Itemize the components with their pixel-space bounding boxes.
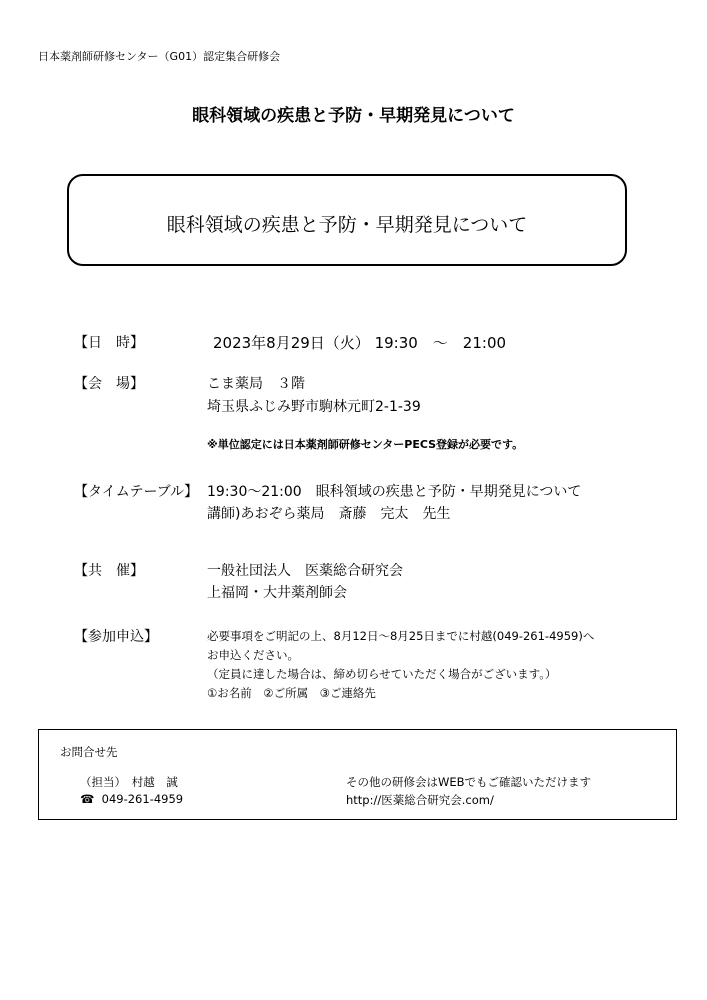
datetime-value: 2023年8月29日（火） 19:30 ～ 21:00 (213, 334, 507, 352)
website-link[interactable]: http://医薬総合研究会.com/ (346, 793, 494, 807)
application-line2: お申込ください。 (207, 648, 299, 662)
venue-label: 【会 場】 (74, 376, 144, 392)
venue-line1: こま薬局 ３階 (207, 376, 305, 392)
datetime-label: 【日 時】 (74, 335, 144, 351)
phone-icon: ☎ (80, 792, 95, 806)
timetable-line1: 19:30～21:00 眼科領域の疾患と予防・早期発見について (207, 484, 582, 500)
application-line4: ①お名前 ②ご所属 ③ご連絡先 (207, 686, 376, 700)
title-box (67, 174, 627, 266)
application-line1: 必要事項をご明記の上、8月12日～8月25日までに村越(049-261-4959)へ (207, 629, 595, 643)
contact-phone: 049-261-4959 (101, 792, 184, 806)
organizers-label: 【共 催】 (74, 563, 144, 579)
contact-phone-row (80, 792, 183, 806)
contact-heading: お問合せ先 (60, 745, 118, 759)
title-box-text: 眼科領域の疾患と予防・早期発見について (166, 214, 528, 236)
timetable-label: 【タイムテーブル】 (74, 484, 199, 500)
organizers-line2: 上福岡・大井薬剤師会 (207, 585, 347, 601)
timetable-lecturer: 講師)あおぞら薬局 斎藤 完太 先生 (207, 506, 451, 522)
application-line3: （定員に達した場合は、締め切らせていただく場合がございます。） (207, 667, 557, 681)
venue-address: 埼玉県ふじみ野市駒林元町2-1-39 (207, 399, 421, 415)
contact-person: （担当） 村越 誠 (80, 775, 178, 789)
application-label: 【参加申込】 (74, 629, 158, 645)
organizers-line1: 一般社団法人 医薬総合研究会 (207, 563, 403, 579)
pecs-note: ※単位認定には日本薬剤師研修センターPECS登録が必要です。 (207, 438, 524, 451)
header-note: 日本薬剤師研修センター（G01）認定集合研修会 (38, 50, 281, 63)
other-seminars-note: その他の研修会はWEBでもご確認いただけます (346, 775, 592, 789)
contact-box (38, 729, 677, 820)
main-title: 眼科領域の疾患と予防・早期発見について (192, 106, 515, 126)
